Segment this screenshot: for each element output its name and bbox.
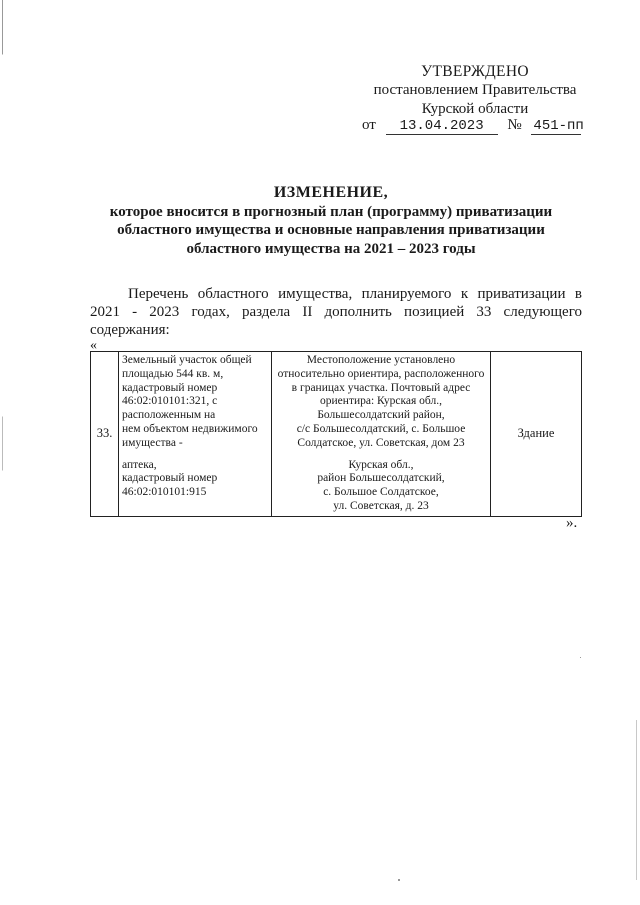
object-type: Здание (491, 352, 582, 517)
paragraph-line-2: 2021 - 2023 годах, раздела II дополнить позицией 33 следующего (90, 304, 582, 320)
body-paragraph (90, 285, 582, 339)
approval-line-1: постановлением Правительства (373, 82, 577, 98)
decree-date: 13.04.2023 (386, 119, 498, 135)
paragraph-line-1: Перечень областного имущества, планируемого к приватизации в (128, 286, 582, 302)
decree-date-number (362, 117, 584, 135)
decree-number: 451-пп (533, 118, 584, 134)
table-row (91, 352, 582, 517)
approval-line-2: Курской области (421, 101, 529, 117)
location-line: с/с Большесолдатский, с. Большое (296, 422, 466, 435)
location-line: Солдатское, ул. Советская, дом 23 (297, 436, 465, 449)
location-line: Местоположение установлено (306, 354, 456, 366)
number-prefix: № (507, 117, 522, 133)
date-prefix: от (362, 117, 376, 133)
privatization-table (90, 351, 582, 517)
row-number: 33. (91, 352, 119, 517)
location-line: район Большесолдатский, (317, 472, 445, 485)
description-line: нем объектом недвижимого (122, 422, 258, 435)
document-heading (80, 184, 582, 258)
description-line: аптека, (122, 458, 157, 471)
description-line: кадастровый номер (122, 381, 218, 394)
heading-line-2: областного имущества и основные направления приватизации (117, 222, 545, 238)
description-line: расположенным на (122, 409, 216, 422)
description-line: имущества - (122, 436, 183, 449)
paragraph-line-3: содержания: (90, 322, 170, 338)
location-line: Большесолдатский район, (317, 409, 445, 422)
description-line: 46:02:010101:915 (122, 486, 207, 499)
location-line: ориентира: Курская обл., (320, 395, 442, 408)
scan-edge-mark (2, 0, 3, 905)
heading-line-1: которое вносится в прогнозный план (программу) приватизации (109, 203, 553, 220)
description-line: площадью 544 кв. м, (122, 367, 224, 380)
object-description (119, 352, 272, 517)
scan-edge-mark-right (636, 720, 637, 880)
object-location (272, 352, 491, 517)
description-line: 46:02:010101:321, с (122, 395, 218, 408)
location-line: в границах участка. Почтовый адрес (291, 381, 471, 394)
approved-label: УТВЕРЖДЕНО (421, 63, 529, 80)
description-line: Земельный участок общей (122, 354, 252, 366)
scan-speck (580, 657, 581, 658)
location-line: с. Большое Солдатское, (323, 486, 439, 499)
heading-title: ИЗМЕНЕНИЕ, (273, 184, 389, 201)
scan-speck (398, 879, 400, 881)
location-line: Курская обл., (348, 458, 414, 471)
quote-close: ». (566, 515, 578, 531)
description-line: кадастровый номер (122, 472, 218, 485)
location-line: ул. Советская, д. 23 (333, 499, 429, 512)
heading-line-3: областного имущества на 2021 – 2023 годы (186, 240, 476, 257)
quote-open: « (90, 338, 97, 353)
approval-block (330, 62, 620, 119)
location-line: относительно ориентира, расположенного (277, 367, 485, 380)
